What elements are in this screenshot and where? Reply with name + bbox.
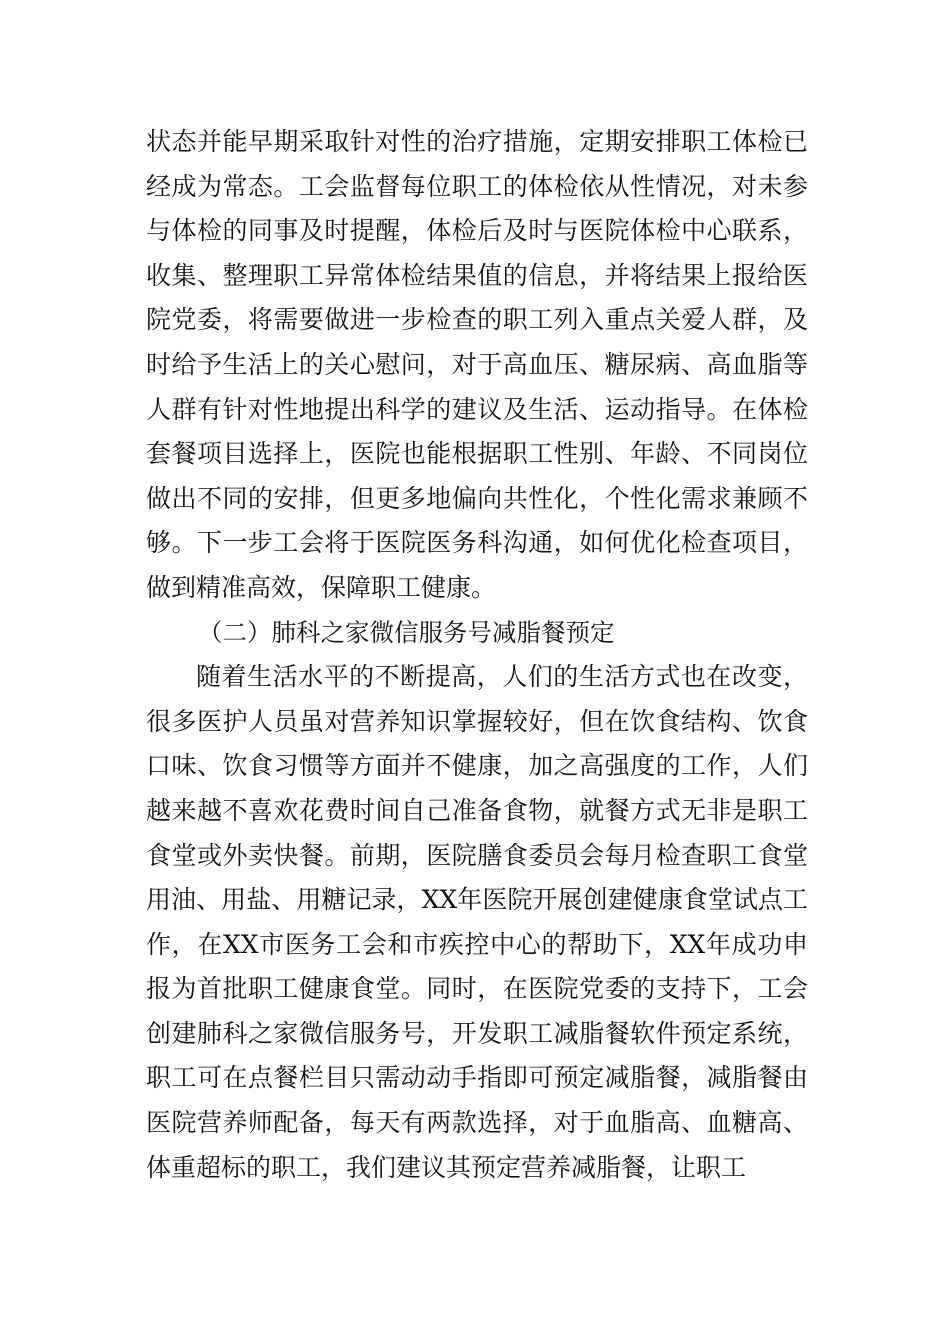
document-body: [146, 120, 808, 1190]
section-heading: （二）肺科之家微信服务号减脂餐预定: [198, 617, 615, 647]
body-paragraph: 随着生活水平的不断提高，人们的生活方式也在改变，很多医护人员虽对营养知识掌握较好，但在饮食结构、饮食口味、饮食习惯等方面并不健康，加之高强度的工作，人们越来越不喜欢花费时间自己准备食物，就餐方式无非是职工食堂或外卖快餐。前期，医院膳食委员会每月检查职工食堂用油、用盐、用糖记录，XX年医院开展创建健康食堂试点工作，在XX市医务工会和市疾控中心的帮助下，XX年成功申报为首批职工健康食堂。同时，在医院党委的支持下，工会创建肺科之家微信服务号，开发职工减脂餐软件预定系统，职工可在点餐栏目只需动动手指即可预定减脂餐，减脂餐由医院营养师配备，每天有两款选择，对于血脂高、血糖高、体重超标的职工，我们建议其预定营养减脂餐，让职工: [146, 662, 808, 1182]
body-paragraph-continued: 状态并能早期采取针对性的治疗措施，定期安排职工体检已经成为常态。工会监督每位职工的体检依从性情况，对未参与体检的同事及时提醒，体检后及时与医院体检中心联系，收集、整理职工异常体检结果值的信息，并将结果上报给医院党委，将需要做进一步检查的职工列入重点关爱人群，及时给予生活上的关心慰问，对于高血压、糖尿病、高血脂等人群有针对性地提出科学的建议及生活、运动指导。在体检套餐项目选择上，医院也能根据职工性别、年龄、不同岗位做出不同的安排，但更多地偏向共性化，个性化需求兼顾不够。下一步工会将于医院医务科沟通，如何优化检查项目，做到精准高效，保障职工健康。: [146, 127, 808, 602]
